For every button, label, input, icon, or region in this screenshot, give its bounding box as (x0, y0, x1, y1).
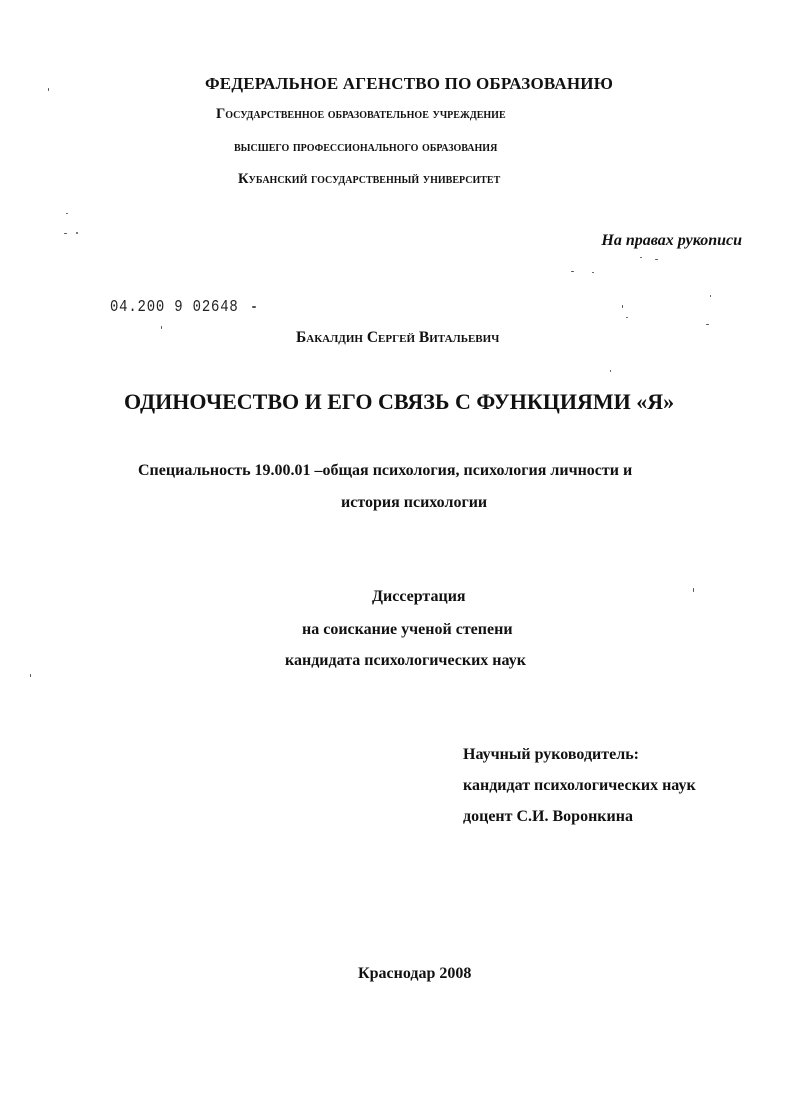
manuscript-note: На правах рукописи (601, 232, 742, 249)
degree-purpose-line: на соискание ученой степени (302, 621, 513, 638)
scan-speck (64, 233, 67, 234)
supervisor-name: доцент С.И. Воронкина (463, 808, 633, 825)
supervisor-degree: кандидат психологических наук (463, 777, 696, 794)
scan-speck (693, 588, 694, 592)
scan-speck (252, 306, 256, 308)
city-year: Краснодар 2008 (358, 965, 472, 982)
education-level-heading: высшего профессионального образования (234, 139, 498, 155)
scan-speck (66, 213, 68, 214)
scan-speck (622, 305, 623, 308)
scan-speck (48, 88, 49, 91)
degree-name-line: кандидата психологических наук (285, 652, 526, 669)
scan-speck (706, 324, 709, 325)
scan-speck (655, 259, 658, 260)
agency-heading: ФЕДЕРАЛЬНОЕ АГЕНСТВО ПО ОБРАЗОВАНИЮ (205, 74, 614, 93)
scan-speck (592, 272, 594, 273)
scan-speck (710, 295, 711, 297)
scan-speck (161, 326, 162, 329)
scan-speck (610, 370, 611, 372)
scan-speck (571, 271, 574, 272)
dissertation-title: ОДИНОЧЕСТВО И ЕГО СВЯЗЬ С ФУНКЦИЯМИ «Я» (124, 389, 675, 414)
scan-speck (626, 317, 628, 318)
author-name: Бакалдин Сергей Витальевич (296, 329, 500, 346)
scan-speck (76, 232, 78, 234)
university-heading: Кубанский государственный университет (238, 171, 501, 187)
institution-type-heading: Государственное образовательное учреждение (216, 106, 506, 122)
library-stamp: 04.200 9 02648 (110, 298, 239, 317)
scan-speck (30, 674, 31, 677)
specialty-line-1: Специальность 19.00.01 –общая психология, психология личности и (138, 462, 633, 479)
specialty-line-2: история психологии (341, 494, 488, 511)
dissertation-label: Диссертация (372, 588, 466, 605)
supervisor-role: Научный руководитель: (463, 746, 639, 763)
scan-speck (640, 257, 642, 258)
